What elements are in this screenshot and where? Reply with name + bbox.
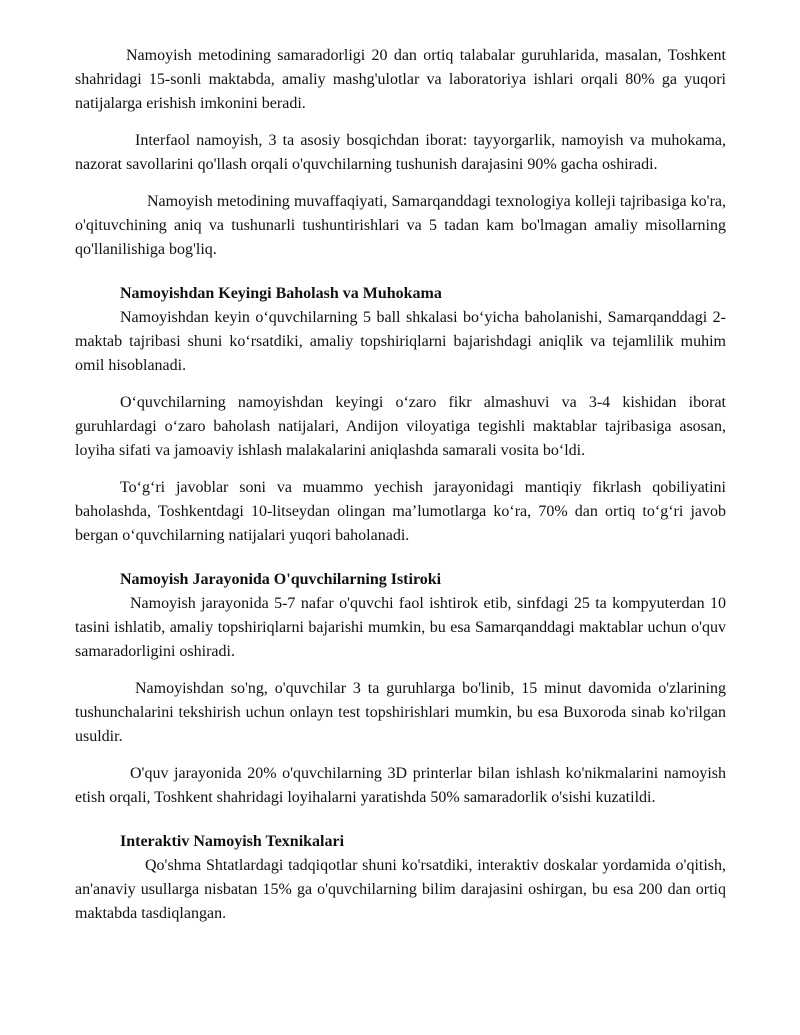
paragraph: Namoyish metodining muvaffaqiyati, Samarqanddagi texnologiya kolleji tajribasiga ko'ra, o'qituvchining aniq va tushunarli tushuntirishlari va 5 tadan kam bo'lmagan amaliy misollarning qo'llanilishiga bog'liq. — [75, 193, 726, 258]
paragraph: To‘g‘ri javoblar soni va muammo yechish jarayonidagi mantiqiy fikrlash qobiliyatini baholashda, Toshkentdagi 10-litseydan olingan ma’lumotlarga ko‘ra, 70% dan ortiq to‘g‘ri javob bergan o‘quvchilarning natijalari yuqori baholanadi. — [75, 479, 726, 544]
paragraph: O‘quvchilarning namoyishdan keyingi o‘zaro fikr almashuvi va 3-4 kishidan iborat guruhlardagi o‘zaro baholash natijalari, Andijon viloyatiga tegishli maktablar tajribasiga asosan, loyiha sifati va jamoaviy ishlash malakalarini aniqlashda samarali vosita bo‘ldi. — [75, 394, 726, 459]
paragraph: Namoyishdan keyin o‘quvchilarning 5 ball shkalasi bo‘yicha baholanishi, Samarqanddagi 2-maktab tajribasi shuni ko‘rsatdiki, amaliy topshiriqlarni bajarishdagi aniqlik va tejamlilik muhim omil hisoblanadi. — [75, 309, 726, 374]
section-heading: Namoyishdan Keyingi Baholash va Muhokama — [120, 285, 442, 302]
paragraph: Namoyishdan so'ng, o'quvchilar 3 ta guruhlarga bo'linib, 15 minut davomida o'zlarining tushunchalarini tekshirish uchun onlayn test topshirishlari mumkin, bu esa Buxoroda sinab ko'rilgan usuldir. — [75, 680, 726, 745]
paragraph: Namoyish metodining samaradorligi 20 dan ortiq talabalar guruhlarida, masalan, Toshkent shahridagi 15-sonli maktabda, amaliy mashg'ulotlar va laboratoriya ishlari orqali 80% ga yuqori natijalarga erishish imkonini beradi. — [75, 47, 726, 112]
section-heading: Interaktiv Namoyish Texnikalari — [120, 833, 345, 850]
paragraph: Qo'shma Shtatlardagi tadqiqotlar shuni ko'rsatdiki, interaktiv doskalar yordamida o'qitish, an'anaviy usullarga nisbatan 15% ga o'quvchilarning bilim darajasini oshirgan, bu esa 200 dan ortiq maktabda tasdiqlangan. — [75, 857, 726, 922]
section-heading: Namoyish Jarayonida O'quvchilarning Istiroki — [120, 571, 442, 588]
paragraph: Interfaol namoyish, 3 ta asosiy bosqichdan iborat: tayyorgarlik, namoyish va muhokama, nazorat savollarini qo'llash orqali o'quvchilarning tushunish darajasini 90% gacha oshiradi. — [75, 132, 726, 173]
paragraph: Namoyish jarayonida 5-7 nafar o'quvchi faol ishtirok etib, sinfdagi 25 ta kompyuterdan 10 tasini ishlatib, amaliy topshiriqlarni bajarishi mumkin, bu esa Samarqanddagi maktablar uchun o'quv samaradorligini oshiradi. — [75, 595, 726, 660]
paragraph: O'quv jarayonida 20% o'quvchilarning 3D printerlar bilan ishlash ko'nikmalarini namoyish etish orqali, Toshkent shahridagi loyihalarni yaratishda 50% samaradorlik o'sishi kuzatildi. — [75, 765, 726, 806]
document-page — [75, 44, 726, 926]
